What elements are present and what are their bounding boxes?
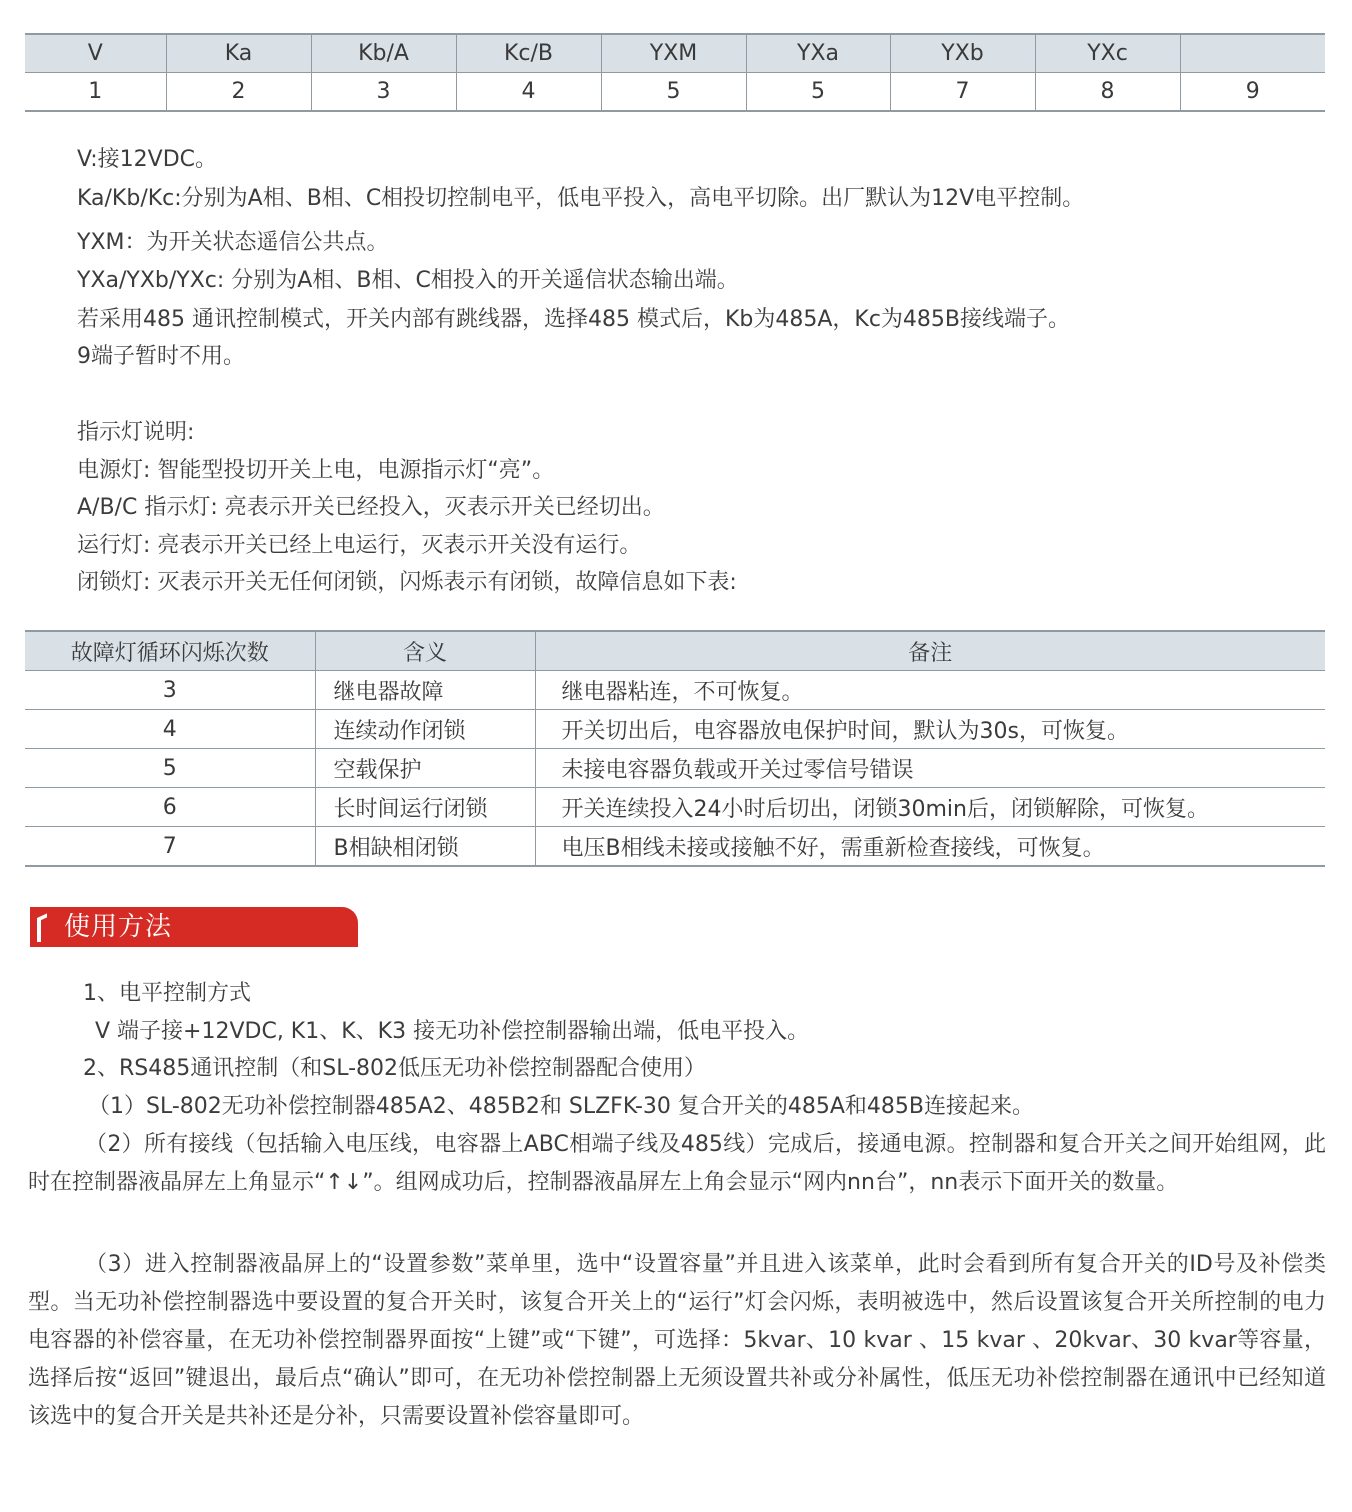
fault-row	[25, 827, 1325, 867]
fault-row	[25, 671, 1325, 710]
fault-remark-cell: 继电器粘连，不可恢复。	[535, 671, 1325, 710]
terminal-value-cell: 3	[311, 73, 456, 112]
terminal-note: YXM：为开关状态遥信公共点。	[77, 230, 389, 255]
terminal-note: 若采用485 通讯控制模式，开关内部有跳线器，选择485 模式后，Kb为485A，Kc为485B接线端子。	[77, 307, 1071, 332]
terminal-note: 9端子暂时不用。	[77, 344, 245, 369]
fault-remark-cell: 未接电容器负载或开关过零信号错误	[535, 749, 1325, 788]
terminal-header-cell: YXb	[890, 34, 1035, 73]
fault-count-cell: 3	[25, 671, 315, 710]
terminal-header-cell: YXc	[1035, 34, 1180, 73]
terminal-header-cell: YXa	[746, 34, 890, 73]
terminal-value-cell: 5	[601, 73, 746, 112]
section-marker-flag-icon	[37, 913, 47, 922]
usage-step2: （2）所有接线（包括输入电压线，电容器上ABC相端子线及485线）完成后，接通电源。控制器和复合开关之间开始组网，此时在控制器液晶屏左上角显示“↑↓”。组网成功后，控制器液晶屏左上角会显示“网内nn台”，nn表示下面开关的数量。	[28, 1132, 1326, 1195]
terminal-note: V:接12VDC。	[77, 147, 218, 172]
usage-step1: （1）SL-802无功补偿控制器485A2、485B2和 SLZFK-30 复合开关的485A和485B连接起来。	[88, 1094, 1034, 1119]
indicator-note-heading: 指示灯说明:	[77, 420, 195, 445]
terminal-header-cell: V	[25, 34, 166, 73]
usage-item2-title: 2、RS485通讯控制（和SL-802低压无功补偿控制器配合使用）	[83, 1056, 707, 1081]
fault-meaning-cell: 继电器故障	[315, 671, 535, 710]
terminal-value-cell: 9	[1180, 73, 1325, 112]
indicator-note: 闭锁灯: 灭表示开关无任何闭锁，闪烁表示有闭锁，故障信息如下表:	[77, 570, 737, 595]
fault-count-cell: 7	[25, 827, 315, 867]
fault-count-cell: 5	[25, 749, 315, 788]
usage-section-header	[30, 907, 358, 947]
fault-remark-cell: 开关连续投入24小时后切出，闭锁30min后，闭锁解除，可恢复。	[535, 788, 1325, 827]
usage-item1-text: V 端子接+12VDC, K1、K、K3 接无功补偿控制器输出端，低电平投入。	[95, 1019, 810, 1044]
terminal-header-cell: Ka	[166, 34, 311, 73]
terminal-value-row	[25, 73, 1325, 112]
terminal-header-cell: Kc/B	[456, 34, 601, 73]
terminal-header-row	[25, 34, 1325, 73]
terminal-value-cell: 8	[1035, 73, 1180, 112]
terminal-note: Ka/Kb/Kc:分别为A相、B相、C相投切控制电平，低电平投入，高电平切除。出厂默认为12V电平控制。	[77, 186, 1085, 211]
usage-step3: （3）进入控制器液晶屏上的“设置参数”菜单里，选中“设置容量”并且进入该菜单，此时会看到所有复合开关的ID号及补偿类型。当无功补偿控制器选中要设置的复合开关时，该复合开关上的“运行”灯会闪烁，表明被选中，然后设置该复合开关所控制的电力电容器的补偿容量，在无功补偿控制器界面按“上键”或“下键”，可选择：5kvar、10 kvar 、15 kvar 、20kvar、30 kvar等容量，选择后按“返回”键退出，最后点“确认”即可，在无功补偿控制器上无须设置共补或分补属性，低压无功补偿控制器在通讯中已经知道该选中的复合开关是共补还是分补，只需要设置补偿容量即可。	[28, 1252, 1326, 1429]
fault-row	[25, 788, 1325, 827]
indicator-note: 运行灯: 亮表示开关已经上电运行，灭表示开关没有运行。	[77, 533, 642, 558]
terminal-value-cell: 1	[25, 73, 166, 112]
terminal-value-cell: 7	[890, 73, 1035, 112]
terminal-note: YXa/YXb/YXc: 分别为A相、B相、C相投入的开关遥信状态输出端。	[77, 268, 739, 293]
terminal-value-cell: 4	[456, 73, 601, 112]
usage-item1-title: 1、电平控制方式	[83, 981, 251, 1006]
fault-table	[25, 630, 1325, 867]
fault-meaning-cell: 连续动作闭锁	[315, 710, 535, 749]
terminal-header-cell: Kb/A	[311, 34, 456, 73]
terminal-table	[25, 33, 1325, 112]
fault-remark-cell: 电压B相线未接或接触不好，需重新检查接线，可恢复。	[535, 827, 1325, 867]
fault-header-cell: 备注	[535, 631, 1325, 671]
terminal-value-cell: 2	[166, 73, 311, 112]
indicator-note: 电源灯: 智能型投切开关上电，电源指示灯“亮”。	[77, 458, 555, 483]
fault-meaning-cell: 长时间运行闭锁	[315, 788, 535, 827]
fault-meaning-cell: 空载保护	[315, 749, 535, 788]
fault-header-row	[25, 631, 1325, 671]
fault-meaning-cell: B相缺相闭锁	[315, 827, 535, 867]
fault-count-cell: 4	[25, 710, 315, 749]
fault-row	[25, 710, 1325, 749]
fault-header-cell: 含义	[315, 631, 535, 671]
terminal-header-cell: YXM	[601, 34, 746, 73]
usage-section-title: 使用方法	[64, 912, 173, 942]
fault-count-cell: 6	[25, 788, 315, 827]
fault-header-cell: 故障灯循环闪烁次数	[25, 631, 315, 671]
terminal-header-cell	[1180, 34, 1325, 73]
terminal-value-cell: 5	[746, 73, 890, 112]
fault-row	[25, 749, 1325, 788]
fault-remark-cell: 开关切出后，电容器放电保护时间，默认为30s，可恢复。	[535, 710, 1325, 749]
indicator-note: A/B/C 指示灯: 亮表示开关已经投入，灭表示开关已经切出。	[77, 495, 665, 520]
